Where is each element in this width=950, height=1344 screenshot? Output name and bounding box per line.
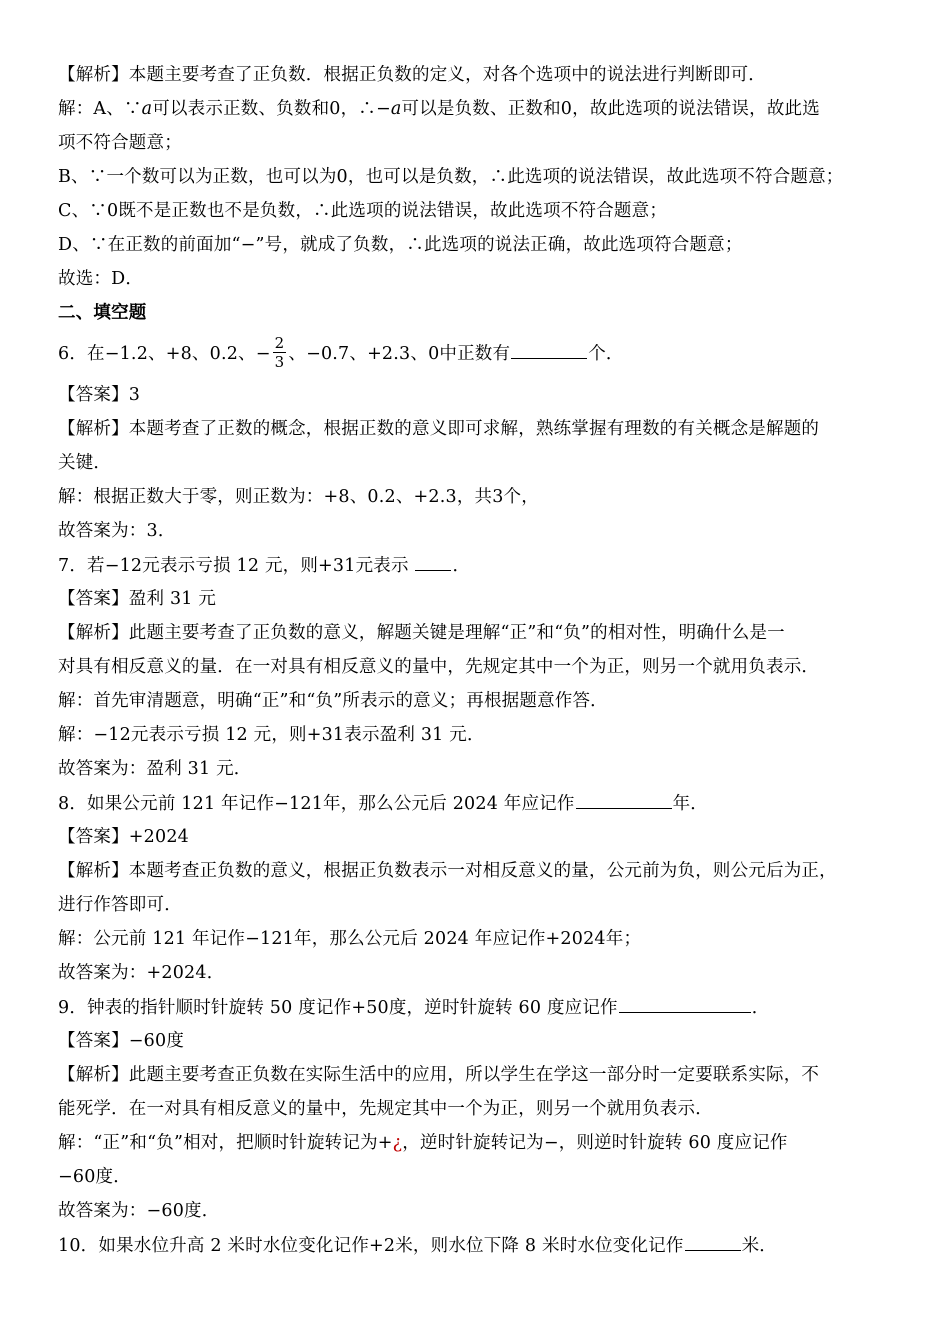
question-6-prefix: 6．在−1.2、+8、0.2、− [58,344,271,364]
final-answer-8: 故答案为：+2024． [58,963,225,983]
question-10-prefix: 10．如果水位升高 2 米时水位变化记作+2米，则水位下降 8 米时水位变化记作 [58,1236,684,1256]
answer-blank [415,548,451,571]
question-10 [58,1228,908,1262]
analysis-6-line-1: 【解析】本题考查了正数的概念，根据正数的意义即可求解，熟练掌握有理数的有关概念是解题的 [58,419,820,439]
analysis-6-line-2: 关键． [58,453,112,473]
question-7-prefix: 7．若−12元表示亏损 12 元，则+31元表示 [58,556,415,576]
question-9-suffix: ． [751,998,770,1018]
question-9 [58,990,908,1024]
question-7 [58,548,908,582]
section-heading-fill-in: 二、填空题 [58,303,147,323]
solution-7-line-1: 解：首先审清题意，明确“正”和“负”所表示的意义；再根据题意作答． [58,691,608,711]
solution-9-prefix: 解：“正”和“负”相对，把顺时针旋转记为+ [58,1133,393,1153]
fraction-two-thirds [273,334,287,371]
question-9-prefix: 9．钟表的指针顺时针旋转 50 度记作+50度，逆时针旋转 60 度应记作 [58,998,618,1018]
answer-6: 【答案】3 [58,385,141,405]
question-6 [58,330,908,378]
answer-blank [619,990,751,1013]
analysis-9-line-1: 【解析】此题主要考查正负数在实际生活中的应用，所以学生在学这一部分时一定要联系实际，不 [58,1065,820,1085]
question-7-suffix: ． [452,556,471,576]
stray-glyph: ¿ [392,1133,403,1153]
fraction-denominator: 3 [274,353,285,371]
answer-choice-5: 故选：D． [58,269,144,289]
solution-9-suffix: ，逆时针旋转记为−，则逆时针旋转 60 度应记作 [402,1133,788,1153]
analysis-8-line-2: 进行作答即可． [58,895,182,915]
answer-8: 【答案】+2024 [58,827,189,847]
analysis-8-line-1: 【解析】本题考查正负数的意义，根据正负数表示一对相反意义的量，公元前为负，则公元后为正， [58,861,837,881]
question-8-suffix: 年． [672,794,708,814]
fraction-numerator: 2 [274,334,285,352]
analysis-7-line-2: 对具有相反意义的量．在一对具有相反意义的量中，先规定其中一个为正，则另一个就用负表示． [58,657,820,677]
analysis-9-line-2: 能死学．在一对具有相反意义的量中，先规定其中一个为正，则另一个就用负表示． [58,1099,713,1119]
solution-7-line-2: 解：−12元表示亏损 12 元，则+31表示盈利 31 元． [58,725,485,745]
document-page [58,58,908,1262]
question-8 [58,786,908,820]
answer-7: 【答案】盈利 31 元 [58,589,217,609]
final-answer-9: 故答案为：−60度． [58,1201,220,1221]
analysis-7-line-1: 【解析】此题主要考查了正负数的意义，解题关键是理解“正”和“负”的相对性，明确什么是一 [58,623,785,643]
question-10-suffix: 米． [741,1236,777,1256]
final-answer-7: 故答案为：盈利 31 元． [58,759,252,779]
analysis-5: 【解析】本题主要考查了正负数．根据正负数的定义，对各个选项中的说法进行判断即可． [58,65,766,85]
answer-blank [685,1228,741,1251]
answer-9: 【答案】−60度 [58,1031,185,1051]
solution-5-line-1: 解：A、∵𝑎可以表示正数、负数和0，∴−𝑎可以是负数、正数和0，故此选项的说法错误，故此选 [58,99,820,119]
solution-5-line-2: 项不符合题意； [58,133,182,153]
question-6-suffix: 个． [588,344,624,364]
solution-6: 解：根据正数大于零，则正数为：+8、0.2、+2.3，共3个， [58,487,539,507]
question-6-middle: 、−0.7、+2.3、0中正数有 [288,344,511,364]
solution-5-option-b: B、∵一个数可以为正数，也可以为0，也可以是负数，∴此选项的说法错误，故此选项不符合题意； [58,167,844,187]
question-8-prefix: 8．如果公元前 121 年记作−121年，那么公元后 2024 年应记作 [58,794,575,814]
solution-9-line-1 [58,1126,908,1160]
solution-5-option-d: D、∵在正数的前面加“−”号，就成了负数，∴此选项的说法正确，故此选项符合题意； [58,235,743,255]
solution-9-line-2: −60度． [58,1167,131,1187]
answer-blank [576,786,672,809]
answer-blank [511,336,587,359]
solution-8: 解：公元前 121 年记作−121年，那么公元后 2024 年应记作+2024年； [58,929,642,949]
solution-5-option-c: C、∵0既不是正数也不是负数，∴此选项的说法错误，故此选项不符合题意； [58,201,668,221]
final-answer-6: 故答案为：3． [58,521,176,541]
